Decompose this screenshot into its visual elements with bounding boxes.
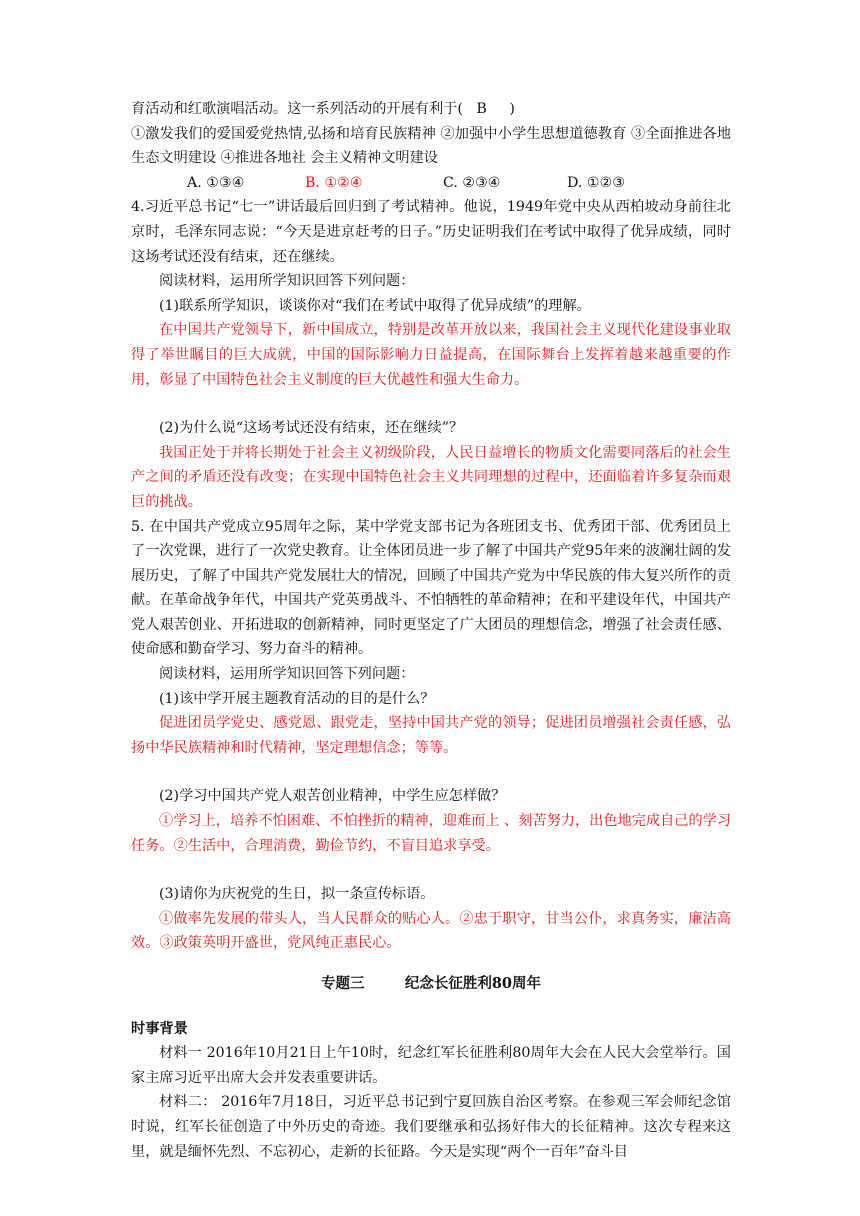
q3-option-b: B. ①②④ [305, 174, 363, 191]
section-name: 纪念长征胜利80周年 [404, 975, 542, 992]
q4-sub2-answer: 我国正处于并将长期处于社会主义初级阶段，人民日益增长的物质文化需要同落后的社会生产之间的矛盾还没有改变；在实现中国特色社会主义共同理想的过程中，还面临着许多复杂而艰巨的挑战。 [131, 444, 731, 510]
spacer [131, 760, 731, 784]
material-1: 材料一 2016年10月21日上午10时，纪念红军长征胜利80周年大会在人民大会堂举行。国家主席习近平出席大会并发表重要讲话。 [131, 1045, 731, 1086]
material-2: 材料二： 2016年7月18日，习近平总书记到宁夏回族自治区考察。在参观三军会师纪念馆时说，红军长征创造了中外历史的奇迹。我们要继承和弘扬好伟大的长征精神。这次专程来这里，就是缅怀先烈、不忘初心，走新的长征路。今天是实现“两个一百年”奋斗目 [131, 1094, 731, 1160]
section-title [131, 972, 731, 997]
q5-sub1-question: (1)该中学开展主题教育活动的目的是什么？ [159, 690, 435, 707]
q5-sub2-question: (2)学习中国共产党人艰苦创业精神，中学生应怎样做？ [159, 788, 506, 805]
q3-statements: ①激发我们的爱国爱党热情,弘扬和培育民族精神 ②加强中小学生思想道德教育 ③全面推进各地生态文明建设 ④推进各地社 会主义精神文明建设 [131, 125, 731, 167]
q3-option-d: D. ①②③ [567, 174, 626, 191]
q5-sub2-answer: ①学习上，培养不怕困难、不怕挫折的精神，迎难而上 、刻苦努力，出色地完成自己的学习任务。②生活中，合理消费，勤俭节约，不盲目追求享受。 [131, 813, 732, 854]
q4-sub2-question: (2)为什么说“这场考试还没有结束，还在继续”？ [159, 420, 464, 437]
q4-instruction: 阅读材料，运用所学知识回答下列问题： [159, 273, 415, 290]
q4-stem: 4.习近平总书记“七一”讲话最后回归到了考试精神。他说，1949年党中央从西柏坡动身前往北京时，毛泽东同志说：“今天是进京赶考的日子。”历史证明我们在考试中取得了优异成绩，同时这场考试还没有结束，还在继续。 [131, 199, 731, 265]
q5-sub3-question: (3)请你为庆祝党的生日，拟一条宣传标语。 [159, 886, 435, 903]
q3-option-c: C. ②③④ [443, 174, 501, 191]
q5-instruction: 阅读材料，运用所学知识回答下列问题： [159, 666, 415, 683]
q3-stem-continued [131, 97, 731, 122]
q4-sub1-question: (1)联系所学知识，谈谈你对“我们在考试中取得了优异成绩”的理解。 [159, 297, 591, 314]
q3-answer: B [476, 101, 487, 117]
q5-sub1-answer: 促进团员学党史、感党恩、跟党走，坚持中国共产党的领导；促进团员增强社会责任感，弘扬中华民族精神和时代精神，坚定理想信念；等等。 [131, 715, 731, 756]
q3-stem-text: 育活动和红歌演唱活动。这一系列活动的开展有利于( [131, 101, 463, 117]
section-number: 专题三 [320, 975, 365, 992]
q4-sub1-answer: 在中国共产党领导下，新中国成立，特别是改革开放以来，我国社会主义现代化建设事业取得了举世瞩目的巨大成就，中国的国际影响力日益提高，在国际舞台上发挥着越来越重要的作用，彰显了中国特色社会主义制度的巨大优越性和强大生命力。 [131, 322, 731, 388]
background-heading: 时事背景 [131, 1020, 188, 1037]
document-content [131, 97, 731, 1164]
q5-stem: 5. 在中国共产党成立95周年之际，某中学党支部书记为各班团支书、优秀团干部、优秀团员上了一次党课，进行了一次党史教育。让全体团员进一步了解了中国共产党95年来的波澜壮阔的发展历史，了解了中国共产党发展壮大的情况，回顾了中国共产党为中华民族的伟大复兴所作的贡献。在革命战争年代，中国共产党英勇战斗、不怕牺牲的革命精神；在和平建设年代，中国共产党人艰苦创业、开拓进取的创新精神，同时更坚定了广大团员的理想信念，增强了社会责任感、使命感和勤奋学习、努力奋斗的精神。 [131, 518, 731, 658]
spacer [131, 392, 731, 416]
q3-paren-close: ) [509, 101, 515, 117]
q5-sub3-answer: ①做率先发展的带头人，当人民群众的贴心人。②忠于职守，甘当公仆，求真务实，廉洁高效。③政策英明开盛世，党风纯正惠民心。 [131, 910, 731, 952]
spacer [131, 858, 731, 882]
q3-option-a: A. ①③④ [187, 174, 245, 191]
q3-options [131, 171, 731, 196]
